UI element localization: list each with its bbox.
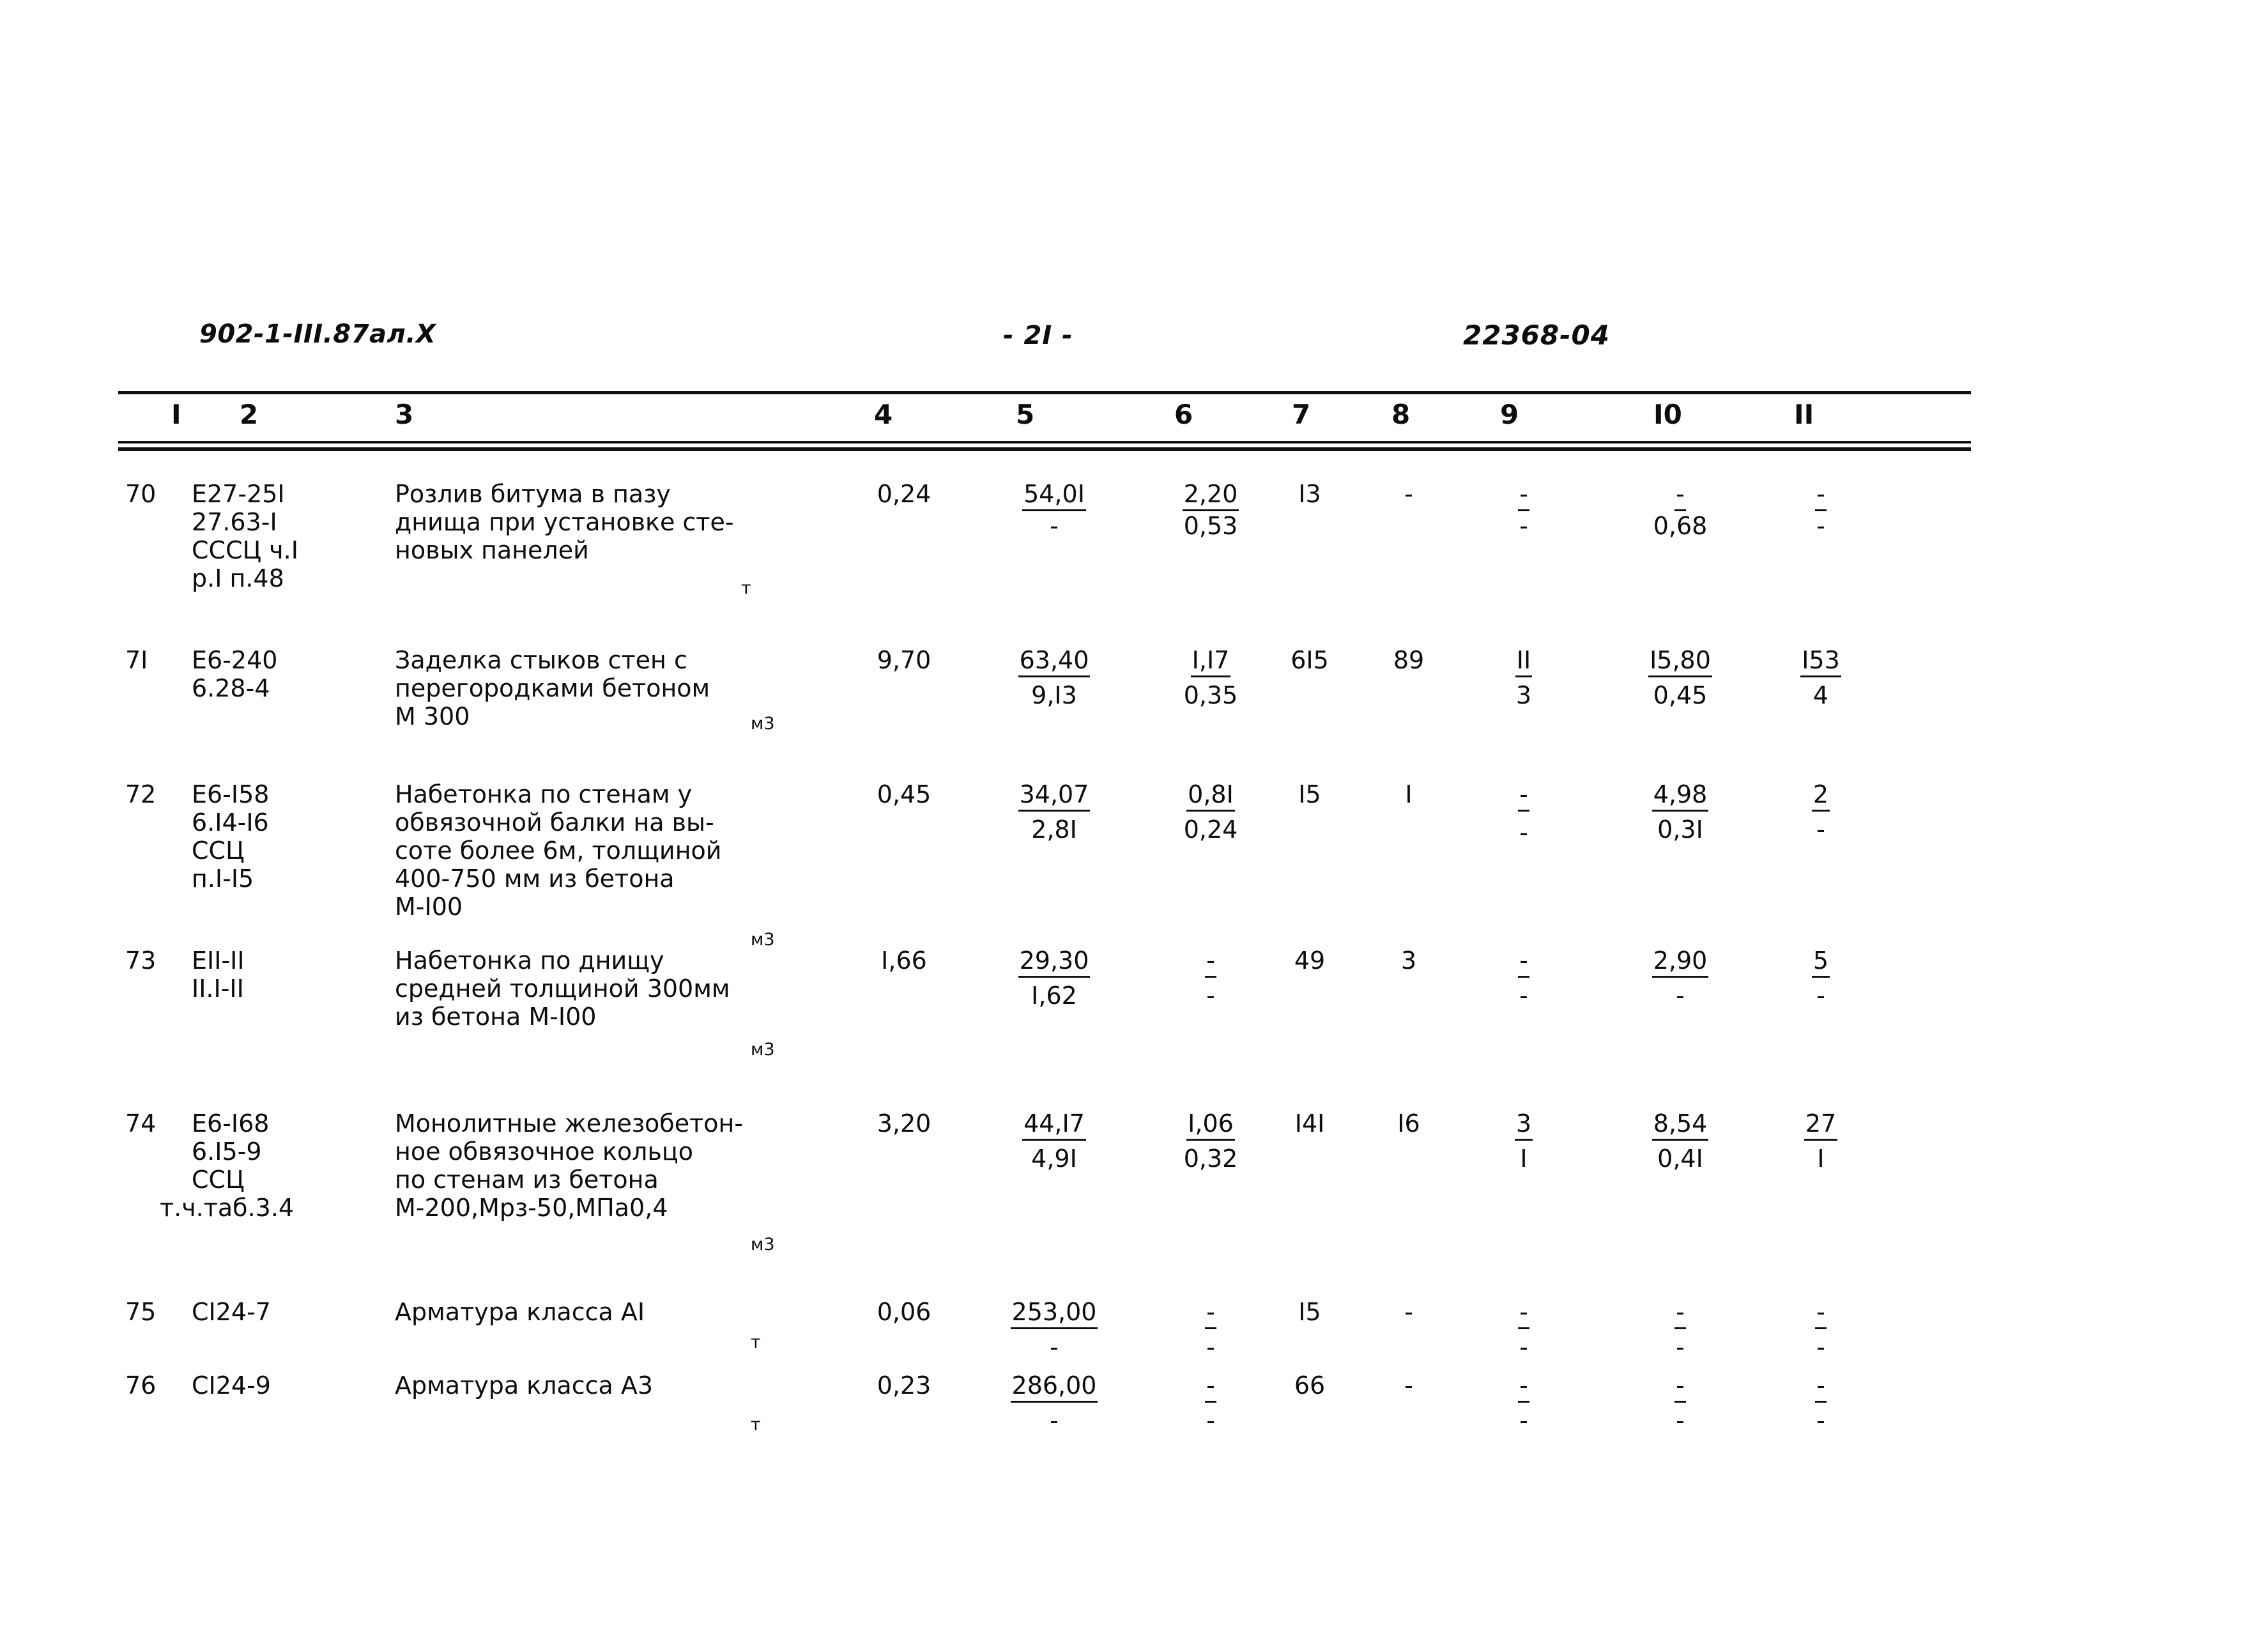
row-code-line: СI24-9 (192, 1371, 271, 1400)
row-code-line: СССЦ ч.I (192, 536, 298, 564)
row-desc-line: Розлив битума в пазу (395, 480, 671, 508)
row-col5-bottom: I,62 (1031, 982, 1077, 1010)
row-desc-line: М-200,Мрз-50,МПа0,4 (395, 1194, 668, 1222)
value: 29,30 (1018, 946, 1091, 976)
row-col6-bottom: 0,24 (1183, 815, 1238, 844)
row-desc-line: ное обвязочное кольцо (395, 1137, 693, 1166)
row-col8: - (1404, 1371, 1413, 1400)
row-col9-top (1476, 1297, 1572, 1328)
row-number: 72 (125, 780, 157, 808)
row-col6-top (1150, 479, 1271, 510)
row-col6-top (1150, 1297, 1271, 1328)
rule-top (118, 391, 1971, 394)
value: 2,20 (1183, 479, 1239, 510)
row-number: 7I (125, 646, 148, 674)
row-col8: I6 (1397, 1109, 1420, 1137)
row-code-line: Е6-I58 (192, 780, 270, 808)
row-col6-bottom: - (1206, 1333, 1215, 1361)
row-number: 75 (125, 1298, 157, 1326)
row-col7: 6I5 (1291, 646, 1329, 674)
row-col11-bottom: - (1816, 1333, 1825, 1361)
row-col6-bottom: - (1206, 1407, 1215, 1435)
row-unit: т (751, 1415, 761, 1435)
row-code-line: II.I-II (192, 975, 244, 1003)
row-col4: 0,45 (877, 780, 931, 808)
row-col5-bottom: - (1050, 1407, 1059, 1435)
colnum-6: 6 (1174, 399, 1193, 430)
row-col11-bottom: - (1816, 815, 1825, 844)
row-col10-top (1616, 946, 1744, 976)
row-col10-bottom: - (1676, 1407, 1685, 1435)
row-desc-line: 400-750 мм из бетона (395, 865, 675, 893)
value: I,I7 (1191, 645, 1231, 676)
row-col7: 49 (1294, 946, 1326, 975)
value: - (1205, 1371, 1216, 1401)
row-desc-line: по стенам из бетона (395, 1166, 659, 1194)
colnum-7: 7 (1292, 399, 1311, 430)
value: - (1674, 1371, 1686, 1401)
row-col4: 3,20 (877, 1109, 931, 1137)
table-row (0, 479, 2268, 601)
row-col9-bottom: - (1519, 819, 1528, 847)
row-desc-line: новых панелей (395, 536, 589, 564)
row-unit: т (751, 1332, 761, 1352)
colnum-11: II (1794, 399, 1814, 430)
row-col9-top (1476, 479, 1572, 510)
row-code-line: СI24-7 (192, 1298, 271, 1326)
row-unit: м3 (751, 1040, 775, 1060)
row-col8: I (1405, 780, 1413, 808)
row-col6-bottom: 0,32 (1183, 1145, 1238, 1173)
row-code-line: п.I-I5 (192, 865, 254, 893)
value: - (1815, 479, 1827, 510)
row-desc-line: днища при установке сте- (395, 508, 734, 536)
value: - (1205, 1297, 1216, 1328)
value: - (1674, 479, 1686, 510)
row-col6-top (1150, 1109, 1271, 1139)
row-col11-top (1770, 479, 1872, 510)
column-number-row (0, 399, 2268, 438)
value: - (1518, 780, 1529, 810)
row-col6-top (1150, 780, 1271, 810)
row-unit: м3 (751, 714, 775, 734)
table-row (0, 1297, 2268, 1368)
value: - (1205, 946, 1216, 976)
row-number: 76 (125, 1371, 157, 1400)
row-code-line: Е6-240 (192, 646, 278, 674)
row-code-line: 6.I5-9 (192, 1137, 262, 1166)
row-col11-bottom: - (1816, 982, 1825, 1010)
value: 63,40 (1018, 645, 1091, 676)
row-col4: 0,23 (877, 1371, 931, 1400)
row-code-line: 6.I4-I6 (192, 808, 269, 837)
document-number: 22368-04 (1463, 320, 1610, 351)
row-col5-top (987, 479, 1121, 510)
row-desc-line: Набетонка по стенам у (395, 780, 693, 808)
row-desc-line: из бетона М-I00 (395, 1003, 597, 1031)
row-desc-line: М 300 (395, 702, 470, 730)
value: - (1518, 1371, 1529, 1401)
row-code-line: 6.28-4 (192, 674, 270, 702)
row-desc-line: Заделка стыков стен с (395, 646, 687, 674)
row-col11-bottom: 4 (1812, 681, 1829, 709)
row-col10-top (1616, 479, 1744, 510)
value: 3 (1515, 1109, 1533, 1139)
row-code-line: ЕII-II (192, 946, 245, 975)
value: - (1518, 946, 1529, 976)
colnum-2: 2 (240, 399, 259, 430)
row-col7: I4I (1294, 1109, 1325, 1137)
value: - (1815, 1371, 1827, 1401)
row-col10-top (1616, 1297, 1744, 1328)
row-col9-bottom: - (1519, 1407, 1528, 1435)
row-col6-top (1150, 946, 1271, 976)
value: - (1518, 479, 1529, 510)
row-col10-bottom: 0,3I (1657, 815, 1703, 844)
row-col9-bottom: 3 (1515, 681, 1532, 709)
colnum-3: 3 (395, 399, 414, 430)
row-col4: 0,24 (877, 480, 931, 508)
row-col6-bottom: 0,53 (1183, 512, 1238, 540)
row-desc-line: Арматура класса А3 (395, 1371, 654, 1400)
table-row (0, 1109, 2268, 1256)
row-col5-bottom: - (1050, 1333, 1059, 1361)
value: 27 (1804, 1109, 1837, 1139)
value: 2,90 (1652, 946, 1709, 976)
row-col5-top (987, 1297, 1121, 1328)
row-col8: - (1404, 1298, 1413, 1326)
value: - (1674, 1297, 1686, 1328)
row-desc-line: М-I00 (395, 893, 463, 921)
page-marker: - 2I - (1003, 321, 1073, 350)
value: 54,0I (1022, 479, 1086, 510)
row-col7: I5 (1298, 1298, 1321, 1326)
colnum-5: 5 (1016, 399, 1035, 430)
row-col5-bottom: 9,I3 (1031, 681, 1077, 709)
row-col11-top (1770, 1371, 1872, 1401)
row-desc-line: соте более 6м, толщиной (395, 837, 722, 865)
row-desc-line: обвязочной балки на вы- (395, 808, 714, 837)
row-col11-top (1770, 946, 1872, 976)
row-col11-bottom: I (1817, 1145, 1825, 1173)
table-row (0, 946, 2268, 1061)
row-col9-bottom: - (1519, 1333, 1528, 1361)
row-desc-line: Набетонка по днищу (395, 946, 664, 975)
row-col9-bottom: I (1520, 1145, 1528, 1173)
row-code-line: Е27-25I (192, 480, 285, 508)
value: 2 (1812, 780, 1830, 810)
row-col6-bottom: - (1206, 982, 1215, 1010)
row-code-line: т.ч.таб.3.4 (160, 1194, 295, 1222)
row-col6-top (1150, 645, 1271, 676)
row-col5-top (987, 946, 1121, 976)
value: 34,07 (1018, 780, 1091, 810)
row-unit: м3 (751, 1235, 775, 1254)
row-col5-top (987, 780, 1121, 810)
row-col9-top (1476, 1109, 1572, 1139)
row-code-line: 27.63-I (192, 508, 277, 536)
row-code-line: ССЦ (192, 1166, 245, 1194)
row-col10-top (1616, 1109, 1744, 1139)
row-desc-line: Монолитные железобетон- (395, 1109, 744, 1137)
row-col7: 66 (1294, 1371, 1326, 1400)
row-col4: 0,06 (877, 1298, 931, 1326)
row-col4: I,66 (881, 946, 927, 975)
row-col6-bottom: 0,35 (1183, 681, 1238, 709)
row-col5-top (987, 645, 1121, 676)
row-desc-line: средней толщиной 300мм (395, 975, 730, 1003)
row-col9-top (1476, 645, 1572, 676)
value: II (1515, 645, 1532, 676)
value: 44,I7 (1022, 1109, 1086, 1139)
row-col11-top (1770, 1297, 1872, 1328)
row-col5-bottom: - (1050, 512, 1059, 540)
colnum-4: 4 (874, 399, 893, 430)
row-col9-bottom: - (1519, 982, 1528, 1010)
value: 4,98 (1652, 780, 1709, 810)
value: 5 (1812, 946, 1830, 976)
rule-mid-b (118, 447, 1971, 451)
row-col10-bottom: 0,68 (1653, 512, 1708, 540)
row-col11-top (1770, 1109, 1872, 1139)
colnum-8: 8 (1391, 399, 1411, 430)
colnum-10: I0 (1653, 399, 1682, 430)
table-row (0, 780, 2268, 950)
row-code-line: р.I п.48 (192, 564, 284, 592)
row-code-line: Е6-I68 (192, 1109, 270, 1137)
row-col11-bottom: - (1816, 512, 1825, 540)
row-col11-top (1770, 645, 1872, 676)
row-unit: т (741, 578, 751, 598)
row-desc-line: Арматура класса АI (395, 1298, 645, 1326)
row-col10-bottom: 0,45 (1653, 681, 1708, 709)
value: 286,00 (1011, 1371, 1098, 1401)
table-row (0, 645, 2268, 760)
row-col10-bottom: - (1676, 1333, 1685, 1361)
row-col8: 3 (1400, 946, 1417, 975)
row-number: 73 (125, 946, 157, 975)
row-number: 74 (125, 1109, 157, 1137)
value: 8,54 (1652, 1109, 1709, 1139)
row-col11-top (1770, 780, 1872, 810)
row-col5-bottom: 4,9I (1031, 1145, 1077, 1173)
value: - (1815, 1297, 1827, 1328)
row-col5-bottom: 2,8I (1031, 815, 1077, 844)
value: I53 (1800, 645, 1841, 676)
row-desc-line: перегородками бетоном (395, 674, 710, 702)
value: - (1518, 1297, 1529, 1328)
row-col10-bottom: 0,4I (1657, 1145, 1703, 1173)
row-col9-bottom: - (1519, 512, 1528, 540)
row-col5-top (987, 1371, 1121, 1401)
value: 0,8I (1186, 780, 1235, 810)
colnum-9: 9 (1500, 399, 1519, 430)
row-col9-top (1476, 780, 1572, 810)
row-col6-top (1150, 1371, 1271, 1401)
rule-mid-a (118, 441, 1971, 443)
row-col9-top (1476, 946, 1572, 976)
row-number: 70 (125, 480, 157, 508)
row-col10-top (1616, 780, 1744, 810)
row-col5-top (987, 1109, 1121, 1139)
row-col7: I3 (1298, 480, 1321, 508)
row-col11-bottom: - (1816, 1407, 1825, 1435)
row-col9-top (1476, 1371, 1572, 1401)
colnum-1: I (171, 399, 181, 430)
table-row (0, 1371, 2268, 1454)
row-code-line: ССЦ (192, 837, 245, 865)
row-col8: - (1404, 480, 1413, 508)
row-col10-top (1616, 1371, 1744, 1401)
row-col4: 9,70 (877, 646, 931, 674)
row-col10-top (1616, 645, 1744, 676)
page-header (0, 320, 2268, 358)
row-col10-bottom: - (1676, 982, 1685, 1010)
document-code: 902-1-III.87ал.X (199, 320, 436, 349)
value: I,06 (1186, 1109, 1235, 1139)
row-unit: м3 (751, 930, 775, 950)
row-col7: I5 (1298, 780, 1321, 808)
value: I5,80 (1648, 645, 1712, 676)
value: 253,00 (1011, 1297, 1098, 1328)
row-col8: 89 (1393, 646, 1425, 674)
